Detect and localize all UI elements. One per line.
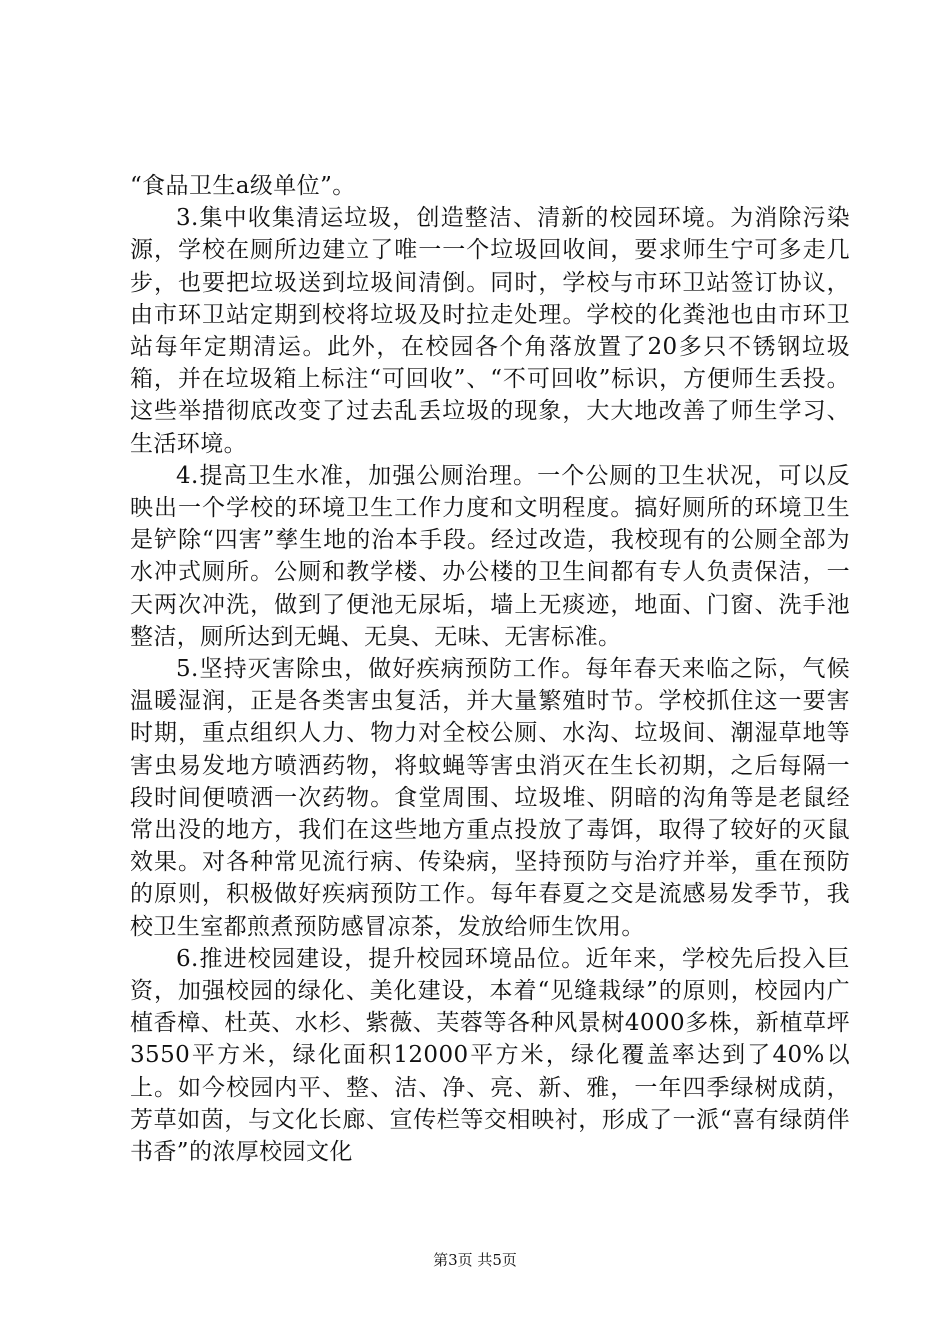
paragraph-3-garbage: 3.集中收集清运垃圾，创造整洁、清新的校园环境。为消除污染源，学校在厕所边建立了唯一一个垃圾回收间，要求师生宁可多走几步，也要把垃圾送到垃圾间清倒。同时，学校与市环卫站签订协议，由市环卫站定期到校将垃圾及时拉走处理。学校的化粪池也由市环卫站每年定期清运。此外，在校园各个角落放置了20多只不锈钢垃圾箱，并在垃圾箱上标注“可回收”、“不可回收”标识，方便师生丢投。这些举措彻底改变了过去乱丢垃圾的现象，大大地改善了师生学习、生活环境。 [130,205,850,457]
paragraph-continuation: “食品卫生a级单位”。 [130,173,356,199]
paragraph-4-toilets: 4.提高卫生水准，加强公厕治理。一个公厕的卫生状况，可以反映出一个学校的环境卫生工作力度和文明程度。搞好厕所的环境卫生是铲除“四害”孳生地的治本手段。经过改造，我校现有的公厕全部为水冲式厕所。公厕和教学楼、办公楼的卫生间都有专人负责保洁，一天两次冲洗，做到了便池无尿垢，墙上无痰迹，地面、门窗、洗手池整洁，厕所达到无蝇、无臭、无味、无害标准。 [130,462,850,650]
document-body [130,170,850,1168]
paragraph-6-campus: 6.推进校园建设，提升校园环境品位。近年来，学校先后投入巨资，加强校园的绿化、美化建设，本着“见缝栽绿”的原则，校园内广植香樟、杜英、水杉、紫薇、芙蓉等各种风景树4000多株，新植草坪3550平方米，绿化面积12000平方米，绿化覆盖率达到了40%以上。如今校园内平、整、洁、净、亮、新、雅，一年四季绿树成荫，芳草如茵，与文化长廊、宣传栏等交相映衬，形成了一派“喜有绿荫伴书香”的浓厚校园文化 [130,945,850,1166]
page-number-footer: 第3页 共5页 [433,1251,517,1269]
paragraph-5-pest-control: 5.坚持灭害除虫，做好疾病预防工作。每年春天来临之际，气候温暖湿润，正是各类害虫复活，并大量繁殖时节。学校抓住这一要害时期，重点组织人力、物力对全校公厕、水沟、垃圾间、潮湿草地等害虫易发地方喷洒药物，将蚊蝇等害虫消灭在生长初期，之后每隔一段时间便喷洒一次药物。食堂周围、垃圾堆、阴暗的沟角等是老鼠经常出没的地方，我们在这些地方重点投放了毒饵，取得了较好的灭鼠效果。对各种常见流行病、传染病，坚持预防与治疗并举，重在预防的原则，积极做好疾病预防工作。每年春夏之交是流感易发季节，我校卫生室都煎煮预防感冒凉茶，发放给师生饮用。 [130,656,850,940]
